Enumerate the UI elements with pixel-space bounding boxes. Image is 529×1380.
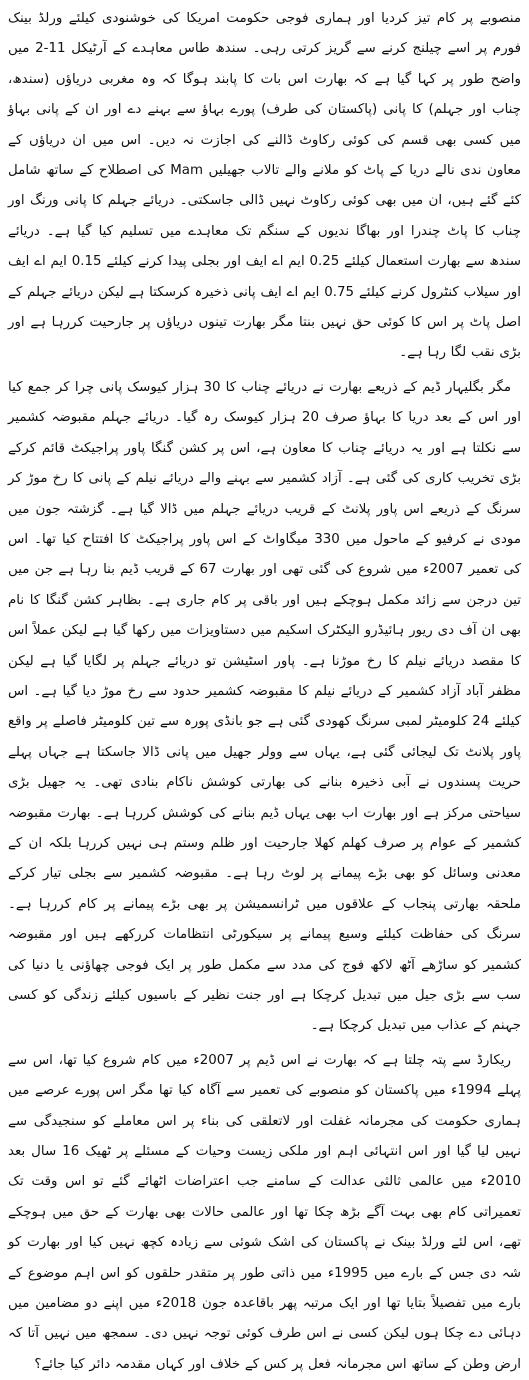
article-paragraph-2: مگر بگلیہار ڈیم کے ذریعے بھارت نے دریائے چناب کا 30 ہزار کیوسک پانی چرا کر جمع کیا اور اس کے بعد دریا کا بہاؤ صرف 20 ہزار کیوسک رہ گیا۔ دریائے جہلم مقبوضہ کشمیر سے نکلتا ہے اور یہ دریائے چناب کا معاون ہے، اس پر کشن گنگا پاور پراجیکٹ قائم کرکے بڑی تخریب کاری کی گئی ہے۔ آزاد کشمیر سے بہنے والے دریائے نیلم کے پانی کا رخ موڑ کر سرنگ کے ذریعے اس پاور پلانٹ کے قریب دریائے جہلم میں ڈالا گیا ہے۔ گزشتہ جون میں مودی نے کرفیو کے ماحول میں 330 میگاواٹ کے اس پاور پراجیکٹ کا افتتاح کیا تھا۔ اس کی تعمیر 2007ء میں شروع کی گئی تھی اور بھارت 67 کے قریب ڈیم بنا رہا ہے جن میں تین درجن سے زائد مکمل ہوچکے ہیں اور باقی پر کام جاری ہے۔ بظاہر کشن گنگا کا نام بھی ان آف دی ریور ہائیڈرو الیکٹرک اسکیم میں دستاویزات میں رکھا گیا ہے لیکن عملاً اس کا مقصد دریائے نیلم کا رخ موڑنا ہے۔ پاور اسٹیشن تو دریائے جہلم پر لگایا گیا ہے لیکن مظفر آباد آزاد کشمیر کے دریائے نیلم کا مقبوضہ کشمیر حدود سے رخ موڑ دیا گیا ہے۔ اس کیلئے 24 کلومیٹر لمبی سرنگ کھودی گئی ہے جو بانڈی پورہ سے تین کلومیٹر فاصلے پر واقع پاور پلانٹ تک لیجائی گئی ہے، یہاں سے وولر جھیل میں پانی ڈالا جاسکتا ہے جہاں پہلے حریت پسندوں نے آبی ذخیرہ بنانے کی بھارتی کوشش ناکام بنادی تھی۔ یہ جھیل بڑی سیاحتی مرکز ہے اور بھارت اب بھی یہاں ڈیم بنانے کی کوشش کررہا ہے۔ بھارت مقبوضہ کشمیر کے عوام پر صرف کھلم کھلا جارحیت اور ظلم وستم ہی نہیں کررہا بلکہ ان کے معدنی وسائل کو بھی بڑے پیمانے پر لوٹ رہا ہے۔ مقبوضہ کشمیر سے بجلی تیار کرکے ملحقہ بھارتی پنجاب کے علاقوں میں ٹرانسمیشن پر بھی بڑے پیمانے پر کام کررہا ہے۔ سرنگ کی حفاظت کیلئے وسیع پیمانے پر سیکورٹی انتظامات کررکھے ہیں اور مقبوضہ کشمیر کو ساڑھے آٹھ لاکھ فوج کی مدد سے مکمل طور پر ایک فوجی چھاؤنی یا دنیا کی سب سے بڑی جیل میں تبدیل کرچکا ہے اور جنت نظیر کے باسیوں کیلئے زندگی کو کسی جہنم کے عذاب میں تبدیل کرچکا ہے۔ — [8, 379, 522, 1034]
article-paragraph-1: منصوبے پر کام تیز کردیا اور ہماری فوجی حکومت امریکا کی خوشنودی کیلئے ورلڈ بینک فورم پر اسے چیلنج کرنے سے گریز کرتی رہی۔ سندھ طاس معاہدے کے آرٹیکل 11-2 میں واضح طور پر کہا گیا ہے کہ بھارت اس بات کا پابند ہوگا کہ وہ مغربی دریاؤں (سندھ، چناب اور جہلم) کا پانی (پاکستان کی طرف) پورے بہاؤ سے بہنے دے اور ان کے پانی بہاؤ میں کسی بھی قسم کی کوئی رکاوٹ ڈالنے کی اجازت نہ دیں۔ اس میں ان دریاؤں کے معاون ندی نالے دریا کے پاٹ کو ملانے والے تالاب جھیلیں Mam کی اصطلاح کے ساتھ شامل کئے گئے ہیں، ان میں بھی کوئی رکاوٹ نہیں ڈالی جاسکتی۔ دریائے جہلم کا پانی ورنگ اور چناب کا پاٹ چندرا اور بھاگا ندیوں کے سنگم تک معاہدے میں تسلیم کیا گیا ہے۔ دریائے سندھ سے بھارت استعمال کیلئے 0.25 ایم اے ایف اور بجلی پیدا کرنے کیلئے 0.15 ایم اے ایف اور سیلاب کنٹرول کرنے کیلئے 0.75 ایم اے ایف پانی ذخیرہ کرسکتا ہے لیکن دریائے جہلم کے اصل پاٹ پر اس کا کوئی حق نہیں بنتا مگر بھارت تینوں دریاؤں پر جارحیت کررہا ہے اور بڑی نقب لگا رہا ہے۔ — [8, 11, 521, 361]
article-paragraph-3: ریکارڈ سے پتہ چلتا ہے کہ بھارت نے اس ڈیم پر 2007ء میں کام شروع کیا تھا، اس سے پہلے 1994ء میں پاکستان کو منصوبے کی تعمیر سے آگاہ کیا تھا مگر اس پورے عرصے میں ہماری حکومت کی مجرمانہ غفلت اور لاتعلقی کی بناء پر اس معاملے کو سنجیدگی سے نہیں لیا گیا اور اس انتہائی اہم اور ملکی زیست وحیات کے مسئلے پر ٹھیک 16 سال بعد 2010ء میں عالمی ثالثی عدالت کے سامنے جب اعتراضات اٹھائے گئے تو اس وقت تک تعمیراتی کام بھی بہت آگے بڑھ چکا تھا اور عالمی حالات بھی بھارت کے حق میں ہوچکے تھے، اس لئے ورلڈ بینک نے پاکستان کی اشک شوئی سے زیادہ کچھ نہیں کیا اور بھارت کو شہ دی جس کے بارے میں 1995ء میں ذاتی طور پر متقدر حلقوں کو اس اہم موضوع کے بارے میں تفصیلاً بتایا تھا اور ایک مرتبہ پھر باقاعدہ جون 2018ء میں اپنے دو مضامین میں دہائی دے چکا ہوں لیکن کسی نے اس طرف کوئی توجہ نہیں دی۔ سمجھ میں نہیں آتا کہ ارض وطن کے ساتھ اس مجرمانہ فعل پر کس کے خلاف اور کہاں مقدمہ دائر کیا جائے؟ — [8, 1052, 522, 1372]
